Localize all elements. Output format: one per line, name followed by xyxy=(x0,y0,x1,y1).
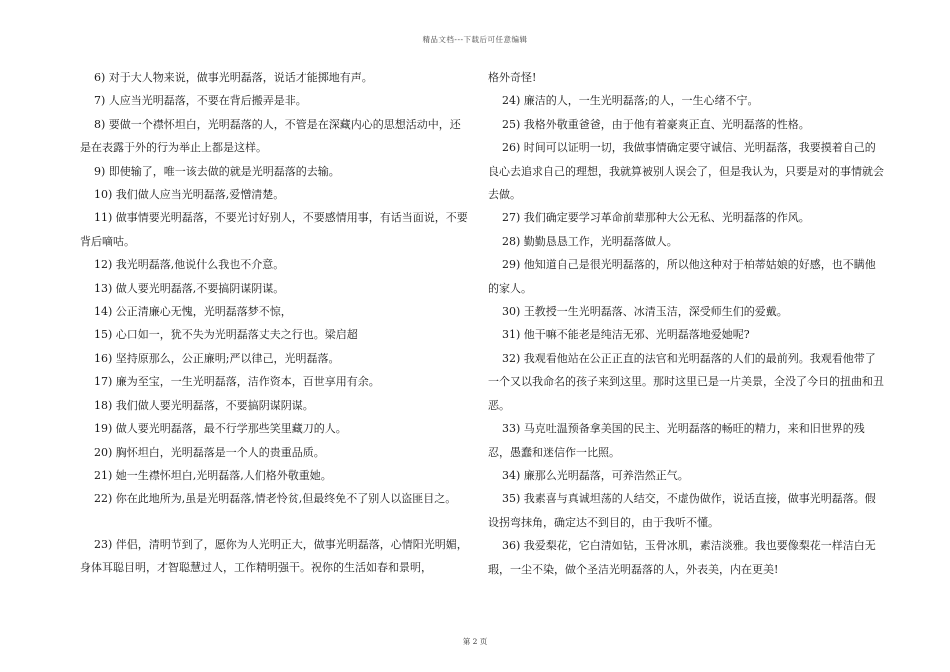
list-item: 6) 对于大人物来说，做事光明磊落，说话才能掷地有声。 xyxy=(94,71,373,84)
list-item: 11) 做事情要光明磊落，不要光讨好别人，不要感情用事，有话当面说，不要背后嘀咕。 xyxy=(80,211,468,248)
list-item: 24) 廉洁的人，一生光明磊落;的人，一生心绪不宁。 xyxy=(502,94,759,108)
list-item: 35) 我素喜与真诚坦荡的人结交，不虚伪做作，说话直接，做事光明磊落。假设拐弯抹角，确定达不到目的，由于我听不懂。 xyxy=(488,492,876,529)
list-item: 34) 廉那么光明磊落，可养浩然正气。 xyxy=(502,468,689,482)
list-item: 32) 我观看他站在公正正直的法官和光明磊落的人们的最前列。我观看他带了一个又以我命名的孩子来到这里。那时这里已是一片美景，全没了今日的扭曲和丑恶。 xyxy=(488,351,884,412)
list-item: 12) 我光明磊落,他说什么我也不介意。 xyxy=(94,258,285,272)
list-item: 33) 马克吐温预备拿美国的民主、光明磊落的畅旺的精力，来和旧世界的残忍，愚蠢和迷信作一比照。 xyxy=(488,422,865,459)
list-item: 25) 我格外敬重爸爸，由于他有着豪爽正直、光明磊落的性格。 xyxy=(502,117,810,131)
list-item: 27) 我们确定要学习革命前辈那种大公无私、光明磊落的作风。 xyxy=(502,211,810,225)
list-item: 28) 勤勤恳恳工作，光明磊落做人。 xyxy=(502,234,678,248)
list-item: 13) 做人要光明磊落,不要搞阴谋阴谋。 xyxy=(94,281,285,295)
list-item: 16) 坚持原那么，公正廉明;严以律己，光明磊落。 xyxy=(94,351,340,365)
list-item: 18) 我们做人要光明磊落，不要搞阴谋阴谋。 xyxy=(94,398,314,412)
list-item: 9) 即使输了，唯一该去做的就是光明磊落的去输。 xyxy=(94,164,340,178)
left-column xyxy=(80,66,470,580)
list-item: 36) 我爱梨花，它白清如钻，玉骨冰肌，素洁淡雅。我也要像梨花一样洁白无瑕，一尘不染，做个圣洁光明磊落的人，外表美，内在更美! xyxy=(488,539,876,576)
list-item: 31) 他干嘛不能老是纯洁无邪、光明磊落地爱她呢? xyxy=(502,328,750,342)
list-item: 23) 伴侣，清明节到了，愿你为人光明正大，做事光明磊落，心情阳光明媚，身体耳聪目明，才智聪慧过人，工作精明强干。祝你的生活如春和景明， xyxy=(80,537,468,575)
right-column xyxy=(488,66,884,581)
page-header: 精品文档---下载后可任意编辑 xyxy=(422,35,528,44)
list-item: 15) 心口如一，犹不失为光明磊落丈夫之行也。梁启超 xyxy=(94,328,358,342)
list-item: 26) 时间可以证明一切，我做事情确定要守诚信、光明磊落，我要摸着自己的良心去追求自己的理想，我就算被别人误会了，但是我认为，只要是对的事情就会去做。 xyxy=(488,141,884,202)
list-item: 19) 做人要光明磊落，最不行学那些笑里藏刀的人。 xyxy=(94,422,347,436)
list-item-continuation: 格外奇怪! xyxy=(488,71,537,84)
list-item: 29) 他知道自己是很光明磊落的，所以他这种对于柏蒂姑娘的好感，也不瞒他的家人。 xyxy=(488,258,876,295)
list-item: 21) 她一生襟怀坦白,光明磊落,人们格外敬重她。 xyxy=(94,468,332,482)
list-item: 30) 王教授一生光明磊落、冰清玉洁，深受师生们的爱戴。 xyxy=(502,305,788,319)
list-item: 7) 人应当光明磊落，不要在背后搬弄是非。 xyxy=(94,94,307,108)
list-item: 14) 公正清廉心无愧，光明磊落梦不惊， xyxy=(94,305,292,319)
list-item: 10) 我们做人应当光明磊落,爱憎清楚。 xyxy=(94,188,285,202)
list-item: 17) 廉为至宝，一生光明磊落，洁作资本，百世享用有余。 xyxy=(94,375,380,389)
paragraph-gap xyxy=(80,511,470,533)
list-item: 22) 你在此地所为,虽是光明磊落,情老怜贫,但最终免不了别人以盗匪目之。 xyxy=(94,492,457,506)
list-item: 20) 胸怀坦白，光明磊落是一个人的贵重品质。 xyxy=(94,445,325,459)
page-footer: 第 2 页 xyxy=(462,637,488,646)
list-item: 8) 要做一个襟怀坦白，光明磊落的人，不管是在深藏内心的思想活动中，还是在表露于外的行为举止上都是这样。 xyxy=(80,117,461,155)
